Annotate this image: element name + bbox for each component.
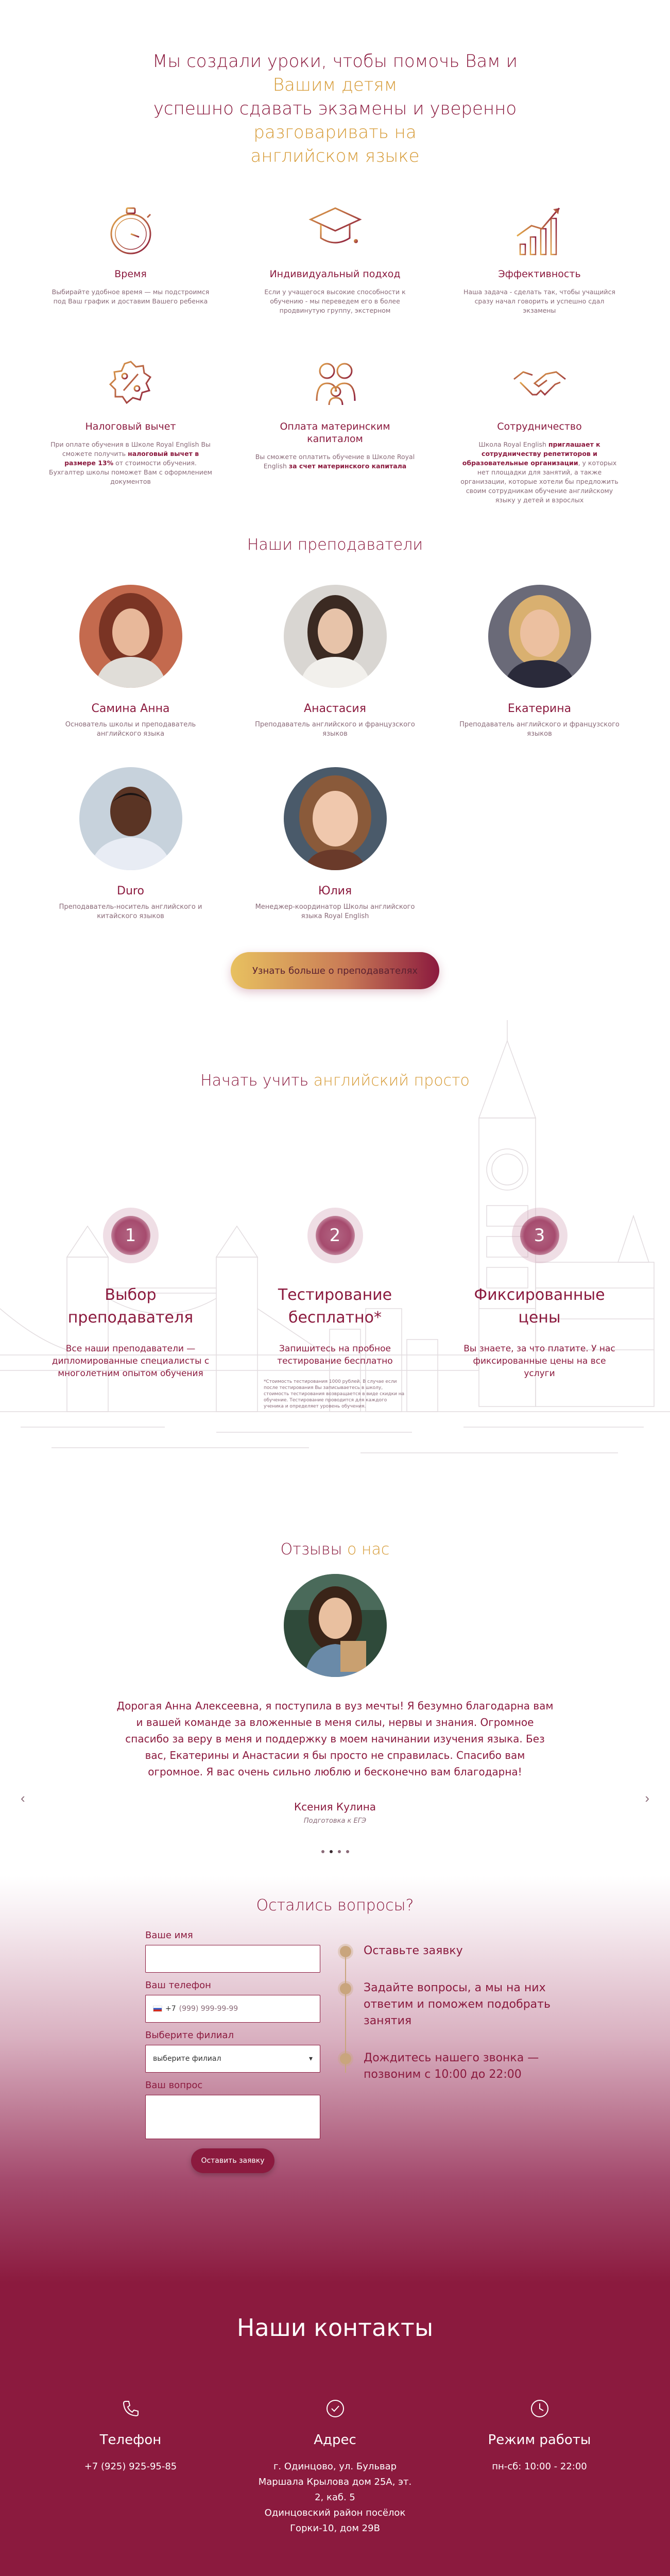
- feature-title: Оплата материнским капиталом: [280, 421, 390, 445]
- location-icon: [325, 2398, 346, 2419]
- reviewer-role: Подготовка к ЕГЭ: [303, 1817, 367, 1825]
- clock-icon: [529, 2398, 550, 2419]
- process-step: [340, 1980, 556, 2029]
- contact-address-title: Адрес: [314, 2432, 356, 2448]
- teacher-name: Duro: [117, 885, 144, 897]
- contact-phone: [28, 2398, 233, 2536]
- contacts-title: Наши контакты: [236, 2314, 434, 2342]
- feature-maternity-capital: [233, 351, 437, 505]
- teachers-title: Наши преподаватели: [247, 536, 423, 554]
- contact-hours-text: пн-сб: 10:00 - 22:00: [492, 2461, 587, 2472]
- feature-text: Если у учащегося высокие способности к обучению - мы переведем его в более продвинутую группу, экстерном: [264, 288, 406, 314]
- questions-title: Остались вопросы?: [256, 1896, 414, 1914]
- teacher-card[interactable]: [437, 585, 642, 739]
- contact-address: [233, 2398, 437, 2536]
- branch-value: выберите филиал: [153, 2055, 221, 2063]
- step-footnote: *Стоимость тестирования 1000 рублей. В случае если после тестирования Вы записываетесь в школу, стоимость тестирования возвращается в виде скидки на обучение. Тестирование проводится для каждого ученика и определяет уровень обучения.: [264, 1379, 405, 1409]
- features-grid: [0, 199, 670, 505]
- contact-hours-title: Режим работы: [488, 2432, 591, 2448]
- process-step: [340, 1943, 556, 1959]
- feature-title: Эффективность: [498, 268, 581, 280]
- feature-efficiency: [437, 199, 642, 315]
- teacher-card[interactable]: [28, 585, 233, 739]
- process-step-text: Оставьте заявку: [364, 1944, 463, 1957]
- contact-phone-number[interactable]: +7 (925) 925-95-85: [84, 2461, 177, 2472]
- step-text: Запишитесь на пробное тестирование бесплатно: [277, 1344, 393, 1366]
- feature-title: Налоговый вычет: [85, 421, 176, 432]
- start-step: [28, 1216, 233, 1410]
- hero-line3: английском языке: [250, 146, 420, 166]
- feature-individual: [233, 199, 437, 315]
- phone-label: Ваш телефон: [145, 1980, 211, 1991]
- contact-form: [145, 1930, 320, 2173]
- start-step: [233, 1216, 437, 1410]
- teacher-card[interactable]: [28, 767, 233, 921]
- reviewer-name: Ксения Кулина: [294, 1801, 376, 1813]
- contact-phone-title: Телефон: [99, 2432, 162, 2448]
- more-teachers-wrap: [0, 952, 670, 989]
- timeline-dot: [340, 2053, 351, 2064]
- hero-title: [0, 0, 670, 168]
- reviewer-photo: [284, 1574, 387, 1677]
- review-slider: [0, 1574, 670, 1855]
- chevron-left-icon[interactable]: ‹: [21, 1790, 25, 1806]
- step-text: Вы знаете, за что платите. У нас фиксированные цены на все услуги: [463, 1344, 615, 1379]
- phone-code: +7: [165, 2005, 176, 2013]
- start-step: [437, 1216, 642, 1410]
- teachers-grid: [0, 585, 670, 921]
- process-step-text: Задайте вопросы, а мы на них ответим и поможем подобрать занятия: [364, 1981, 551, 2027]
- teacher-card[interactable]: [233, 585, 437, 739]
- start-steps: [0, 1216, 670, 1410]
- slider-dot[interactable]: [321, 1850, 324, 1853]
- step-title: Фиксированные цены: [474, 1286, 605, 1327]
- contacts-section: [0, 2283, 670, 2576]
- step-title: Выбор преподавателя: [67, 1286, 194, 1327]
- question-textarea[interactable]: [145, 2095, 320, 2139]
- name-label: Ваше имя: [145, 1930, 193, 1941]
- process-steps: [340, 1943, 556, 2104]
- reviews-title-part: Отзывы: [280, 1540, 347, 1558]
- timeline-dot: [340, 1946, 351, 1957]
- teacher-role: Менеджер-координатор Школы английского языка Royal English: [255, 903, 415, 920]
- teacher-photo: [79, 585, 182, 688]
- reviews-title: [0, 1540, 670, 1558]
- teacher-name: Самина Анна: [91, 702, 170, 715]
- chevron-right-icon[interactable]: ›: [645, 1790, 649, 1806]
- phone-placeholder: (999) 999-99-99: [179, 2005, 238, 2013]
- contact-hours: [437, 2398, 642, 2536]
- more-teachers-button[interactable]: Узнать больше о преподавателях: [231, 952, 439, 989]
- reviews-title-highlight: о нас: [347, 1540, 390, 1558]
- graduation-cap-icon: [304, 199, 366, 261]
- step-number: 2: [316, 1216, 355, 1255]
- feature-text-part: , у которых нет площадки для занятий, а также организации, которые хотели бы предложить своим сотрудникам обучение английскому языку у детей и взрослых: [460, 459, 619, 504]
- feature-title: Сотрудничество: [497, 421, 582, 432]
- name-input[interactable]: [145, 1945, 320, 1973]
- slider-dot[interactable]: [330, 1850, 333, 1853]
- percent-badge-icon: [100, 351, 162, 413]
- branch-select[interactable]: [145, 2045, 320, 2073]
- hero-line2: успешно сдавать экзамены и уверенно: [153, 98, 517, 119]
- process-step: [340, 2050, 556, 2083]
- teacher-photo: [488, 585, 591, 688]
- family-icon: [304, 351, 366, 413]
- teacher-role: Преподаватель-носитель английского и китайского языков: [59, 903, 202, 920]
- teacher-role: Преподаватель английского и французского языков: [459, 721, 620, 738]
- feature-text-part: Школа Royal English: [478, 440, 548, 448]
- handshake-icon: [509, 351, 571, 413]
- slider-dots: [0, 1845, 670, 1855]
- feature-text-part: При оплате обучения в Школе Royal English Вы сможете получить: [50, 440, 211, 457]
- feature-text-part: от стоимости обучения. Бухгалтер школы поможет Вам с оформлением документов: [49, 459, 212, 485]
- feature-text: Наша задача - сделать так, чтобы учащийся сразу начал говорить и успешно сдал экзамены: [463, 288, 615, 314]
- slider-dot[interactable]: [346, 1850, 349, 1853]
- feature-text: [458, 440, 621, 505]
- feature-tax: [28, 351, 233, 505]
- teacher-role: Преподаватель английского и французского языков: [255, 721, 415, 738]
- teacher-name: Анастасия: [304, 702, 366, 715]
- teacher-photo: [284, 767, 387, 870]
- question-label: Ваш вопрос: [145, 2080, 203, 2091]
- step-title: Тестирование бесплатно*: [278, 1286, 392, 1327]
- teacher-card[interactable]: [233, 767, 437, 921]
- caret-down-icon: ▾: [308, 2055, 313, 2063]
- hero-highlight-children: Вашим детям: [272, 75, 398, 95]
- phone-icon: [121, 2398, 141, 2419]
- slider-dot[interactable]: [338, 1850, 341, 1853]
- feature-text-bold: приглашает к сотрудничеству репетиторов и образовательные организации: [462, 440, 600, 467]
- process-step-text: Дождитесь нашего звонка — позвоним с 10:00 до 22:00: [364, 2052, 539, 2081]
- teacher-photo: [284, 585, 387, 688]
- step-number: 1: [111, 1216, 150, 1255]
- feature-text-part: Вы сможете оплатить обучение в Школе Royal English: [255, 453, 415, 470]
- feature-cooperation: [437, 351, 642, 505]
- feature-time: [28, 199, 233, 315]
- teacher-role: Основатель школы и преподаватель английского языка: [65, 721, 196, 738]
- start-learning-section: [0, 1020, 670, 1510]
- growth-chart-icon: [509, 199, 571, 261]
- phone-input[interactable]: [145, 1995, 320, 2023]
- branch-label: Выберите филиал: [145, 2030, 234, 2041]
- hero-line1: Мы создали уроки, чтобы помочь Вам и: [152, 51, 518, 72]
- submit-button[interactable]: Оставить заявку: [191, 2148, 274, 2173]
- feature-text: Выбирайте удобное время — мы подстроимся под Ваш график и доставим Вашего ребенка: [51, 288, 210, 305]
- feature-text: [253, 452, 417, 471]
- teacher-name: Юлия: [318, 885, 352, 897]
- start-title-highlight: английский просто: [313, 1072, 470, 1090]
- hero-highlight-speak: разговаривать на: [253, 122, 417, 143]
- start-title-part: Начать учить: [200, 1072, 314, 1090]
- teacher-name: Екатерина: [507, 702, 572, 715]
- timeline-dot: [340, 1983, 351, 1994]
- contacts-columns: [0, 2398, 670, 2536]
- feature-text: [49, 440, 212, 486]
- stopwatch-icon: [100, 199, 162, 261]
- teacher-photo: [79, 767, 182, 870]
- contact-address-text: г. Одинцово, ул. Бульвар Маршала Крылова дом 25А, эт. 2, каб. 5 Одинцовский район посёлок Горки-10, дом 29В: [258, 2461, 412, 2534]
- step-text: Все наши преподаватели — дипломированные специалисты с многолетним опытом обучения: [51, 1344, 210, 1379]
- feature-title: Индивидуальный подход: [269, 268, 401, 280]
- start-learning-title: [0, 1072, 670, 1090]
- questions-section: [0, 1876, 670, 2283]
- feature-text-bold: за счет материнского капитала: [288, 462, 407, 470]
- feature-title: Время: [114, 268, 147, 280]
- russia-flag-icon[interactable]: [153, 2006, 162, 2012]
- step-number: 3: [520, 1216, 559, 1255]
- review-text: Дорогая Анна Алексеевна, я поступила в вуз мечты! Я безумно благодарна вам и вашей команде за вложенные в меня силы, нервы и знания. Огромное спасибо за веру в меня и поддержку в моем начинании изучения языка. Без вас, Екатерины и Анастасии я бы просто не справилась. Спасибо вам огромное. Я вас очень сильно люблю и бесконечно вам благодарна!: [116, 1700, 554, 1778]
- feature-text-bold: налоговый вычет в размере 13%: [64, 450, 199, 467]
